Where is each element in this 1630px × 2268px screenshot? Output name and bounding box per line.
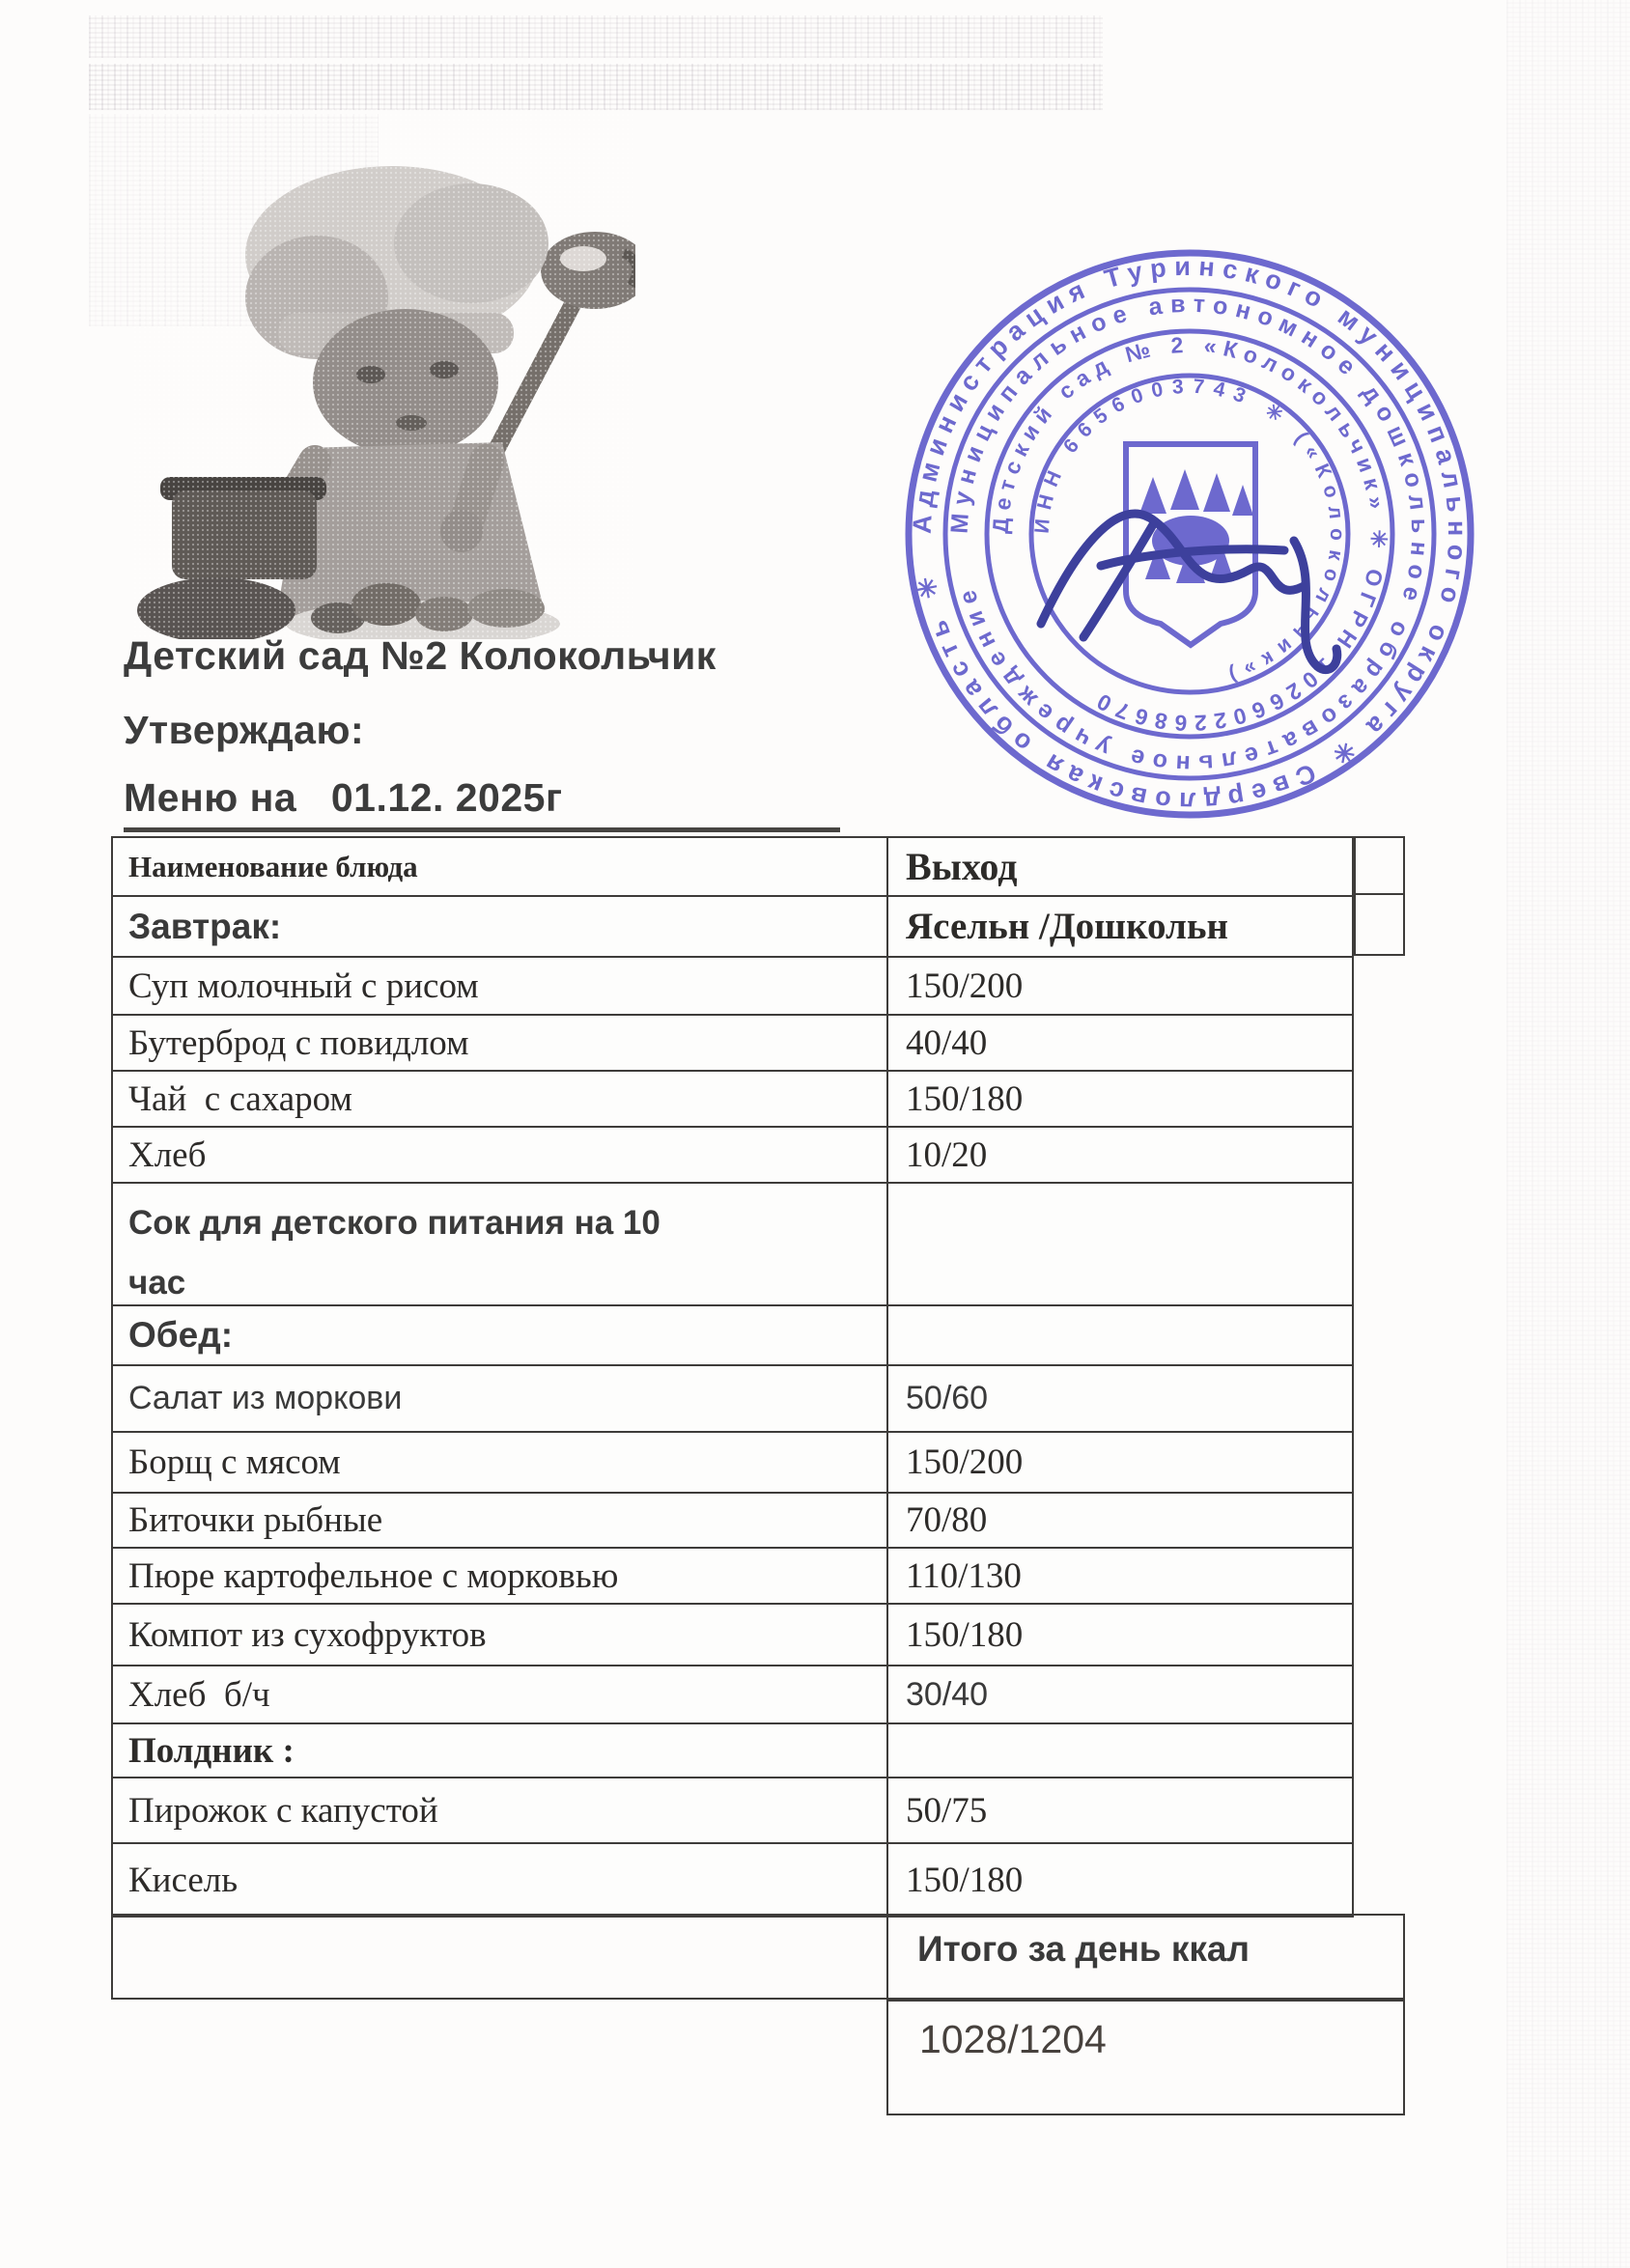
totals-row <box>111 1914 1405 2000</box>
stamp-ring3-text: Детский сад № 2 «Колокольчик» ✳ ОГРН 1026602268670 <box>987 331 1392 737</box>
portion-cell <box>888 1306 1352 1364</box>
table-row <box>113 1492 1352 1547</box>
empty-cell <box>113 1916 888 1998</box>
dish-name-cell: Пюре картофельное с морковью <box>113 1549 888 1603</box>
portion-cell: 40/40 <box>906 1022 988 1063</box>
table-row <box>113 1431 1352 1492</box>
dish-name-cell: Салат из моркови <box>113 1366 888 1431</box>
scan-noise-right-edge <box>1506 0 1630 2268</box>
dish-name-cell: Суп молочный с рисом <box>113 958 888 1014</box>
portion-cell: 50/60 <box>906 1380 989 1416</box>
portion-cell: 110/130 <box>906 1555 1022 1596</box>
menu-table <box>111 836 1354 1918</box>
table-header-row <box>113 838 1352 895</box>
portion-cell: 150/180 <box>906 1078 1024 1119</box>
portion-cell: 70/80 <box>906 1500 988 1540</box>
table-row <box>113 1603 1352 1665</box>
table-row <box>113 956 1352 1014</box>
juice-section-text: Сок для детского питания на 10 час <box>128 1204 670 1302</box>
org-title: Детский сад №2 Колокольчик <box>124 633 717 678</box>
table-row <box>113 1364 1352 1431</box>
age-groups-label: Ясельн /Дошкольн <box>906 906 1228 947</box>
scan-noise-band-top <box>89 15 1103 58</box>
dish-name-cell: Пирожок с капустой <box>113 1778 888 1842</box>
table-row <box>113 1842 1352 1916</box>
table-row <box>113 1777 1352 1842</box>
dish-name-cell: Борщ с мясом <box>113 1433 888 1492</box>
daily-calories-cell: 1028/1204 <box>886 2000 1405 2115</box>
total-label-cell: Итого за день ккал <box>917 1929 1250 1969</box>
official-stamp <box>898 243 1481 826</box>
extra-column <box>1354 836 1405 956</box>
child-chef-illustration <box>133 108 635 639</box>
portion-cell: 30/40 <box>906 1675 989 1713</box>
table-row <box>113 1665 1352 1722</box>
portion-header: Выход <box>906 845 1018 888</box>
dish-name-cell: Компот из сухофруктов <box>113 1605 888 1665</box>
table-row-snack <box>113 1722 1352 1777</box>
portion-cell <box>888 1184 1352 1304</box>
table-row <box>113 1070 1352 1126</box>
table-subheader-row <box>113 895 1352 956</box>
extra-column-divider <box>1356 893 1403 895</box>
table-row-lunch <box>113 1304 1352 1364</box>
table-row <box>113 1014 1352 1070</box>
stamp-ring4-text: ИНН 6656003743 ✳ («Колокольчик») <box>1030 375 1349 689</box>
portion-cell <box>888 1724 1352 1777</box>
dish-name-cell: Кисель <box>113 1844 888 1916</box>
lunch-section-label: Обед: <box>113 1306 888 1364</box>
portion-cell: 50/75 <box>906 1790 988 1831</box>
dish-name-cell: Биточки рыбные <box>113 1494 888 1547</box>
juice-section-label <box>113 1184 888 1304</box>
table-row <box>113 1126 1352 1182</box>
menu-date-title: Меню на 01.12. 2025г <box>124 775 840 832</box>
breakfast-section-label: Завтрак: <box>113 897 888 956</box>
portion-cell: 150/180 <box>906 1860 1024 1900</box>
chef-figure <box>133 108 635 639</box>
dish-name-cell: Хлеб б/ч <box>113 1666 888 1722</box>
dish-name-cell: Бутерброд с повидлом <box>113 1016 888 1070</box>
approve-label: Утверждаю: <box>124 708 365 752</box>
portion-cell: 150/200 <box>906 1442 1024 1482</box>
scan-noise-band-top2 <box>89 64 1103 110</box>
stamp-ring1-text: Администрация Туринского муниципального округа ✳ Свердловская область ✳ <box>907 251 1473 817</box>
table-row-juice <box>113 1182 1352 1304</box>
dish-name-cell: Чай с сахаром <box>113 1072 888 1126</box>
snack-section-label: Полдник : <box>113 1724 888 1777</box>
dish-name-header: Наименование блюда <box>113 838 888 895</box>
table-row <box>113 1547 1352 1603</box>
portion-cell: 150/180 <box>906 1614 1024 1655</box>
portion-cell: 10/20 <box>906 1134 988 1175</box>
portion-cell: 150/200 <box>906 966 1024 1006</box>
stamp-ring2-text: Муниципальное автономное дошкольное образовательное учреждение <box>945 290 1434 778</box>
dish-name-cell: Хлеб <box>113 1128 888 1182</box>
